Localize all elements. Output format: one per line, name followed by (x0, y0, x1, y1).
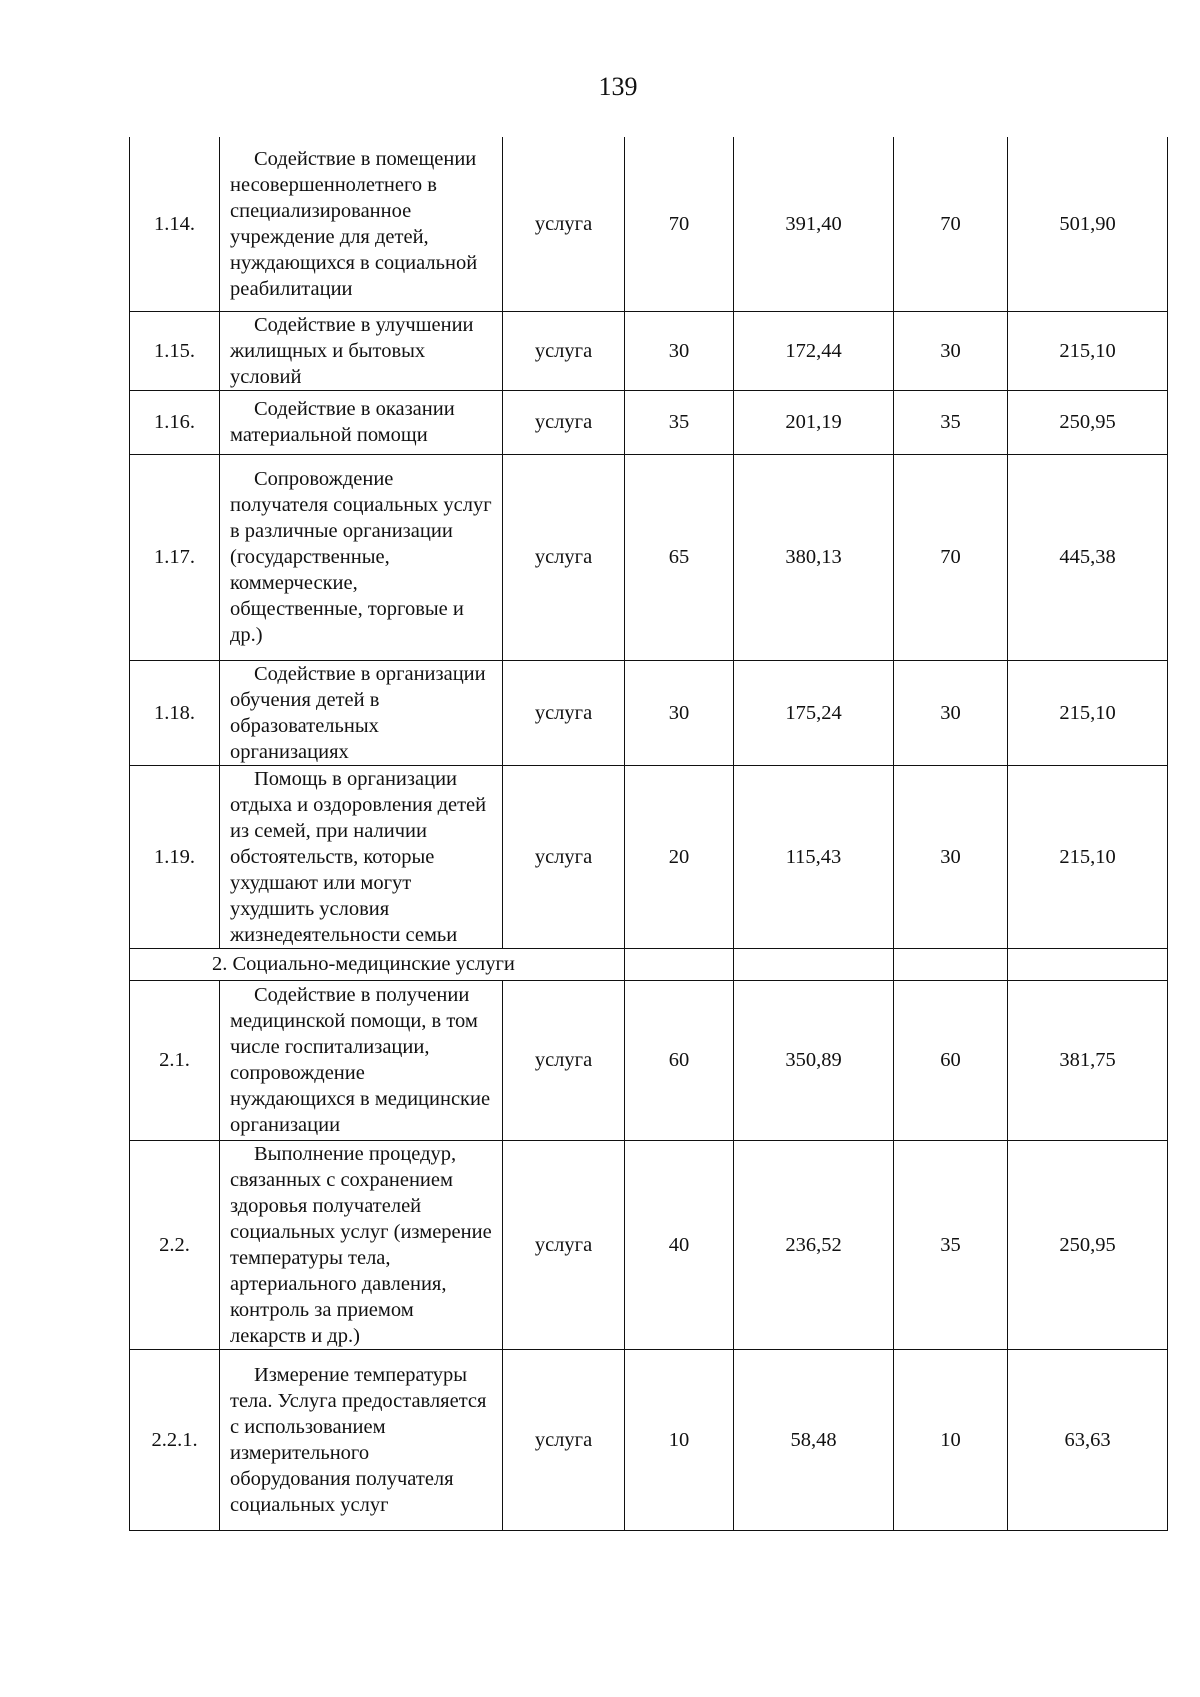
time-cell: 70 (894, 137, 1008, 311)
time-cell: 30 (894, 765, 1008, 948)
service-description: Помощь в организации отдыха и оздоровления детей из семей, при наличии обстоятельств, которые ухудшают или могут ухудшить условия жизнедеятельности семьи (220, 765, 503, 948)
unit-cell: услуга (503, 454, 625, 660)
price-cell: 381,75 (1008, 980, 1168, 1140)
time-cell: 10 (625, 1349, 734, 1530)
price-cell: 215,10 (1008, 765, 1168, 948)
service-description: Содействие в помещении несовершеннолетнего в специализированное учреждение для детей, нуждающихся в социальной реабилитации (220, 137, 503, 311)
row-number: 2.1. (130, 980, 220, 1140)
price-cell: 350,89 (734, 980, 894, 1140)
table-row (130, 311, 1168, 390)
service-description: Измерение температуры тела. Услуга предоставляется с использованием измерительного оборудования получателя социальных услуг (220, 1349, 503, 1530)
unit-cell: услуга (503, 137, 625, 311)
price-cell: 58,48 (734, 1349, 894, 1530)
unit-cell: услуга (503, 1140, 625, 1349)
unit-cell: услуга (503, 1349, 625, 1530)
unit-cell: услуга (503, 390, 625, 454)
time-cell: 30 (625, 311, 734, 390)
time-cell: 35 (625, 390, 734, 454)
row-number: 1.14. (130, 137, 220, 311)
table-row (130, 765, 1168, 948)
table-row (130, 1349, 1168, 1530)
price-cell: 215,10 (1008, 311, 1168, 390)
unit-cell: услуга (503, 980, 625, 1140)
table-row (130, 660, 1168, 765)
price-cell: 250,95 (1008, 1140, 1168, 1349)
price-cell: 236,52 (734, 1140, 894, 1349)
price-cell: 215,10 (1008, 660, 1168, 765)
time-cell: 35 (894, 1140, 1008, 1349)
row-number: 1.19. (130, 765, 220, 948)
time-cell: 10 (894, 1349, 1008, 1530)
price-cell: 380,13 (734, 454, 894, 660)
time-cell: 70 (894, 454, 1008, 660)
service-description: Содействие в организации обучения детей в образовательных организациях (220, 660, 503, 765)
price-cell: 501,90 (1008, 137, 1168, 311)
row-number: 1.16. (130, 390, 220, 454)
time-cell: 30 (894, 311, 1008, 390)
section-header-row (130, 948, 1168, 980)
price-cell: 445,38 (1008, 454, 1168, 660)
service-description: Содействие в получении медицинской помощи, в том числе госпитализации, сопровождение нуждающихся в медицинские организации (220, 980, 503, 1140)
price-cell: 175,24 (734, 660, 894, 765)
price-cell: 63,63 (1008, 1349, 1168, 1530)
time-cell: 40 (625, 1140, 734, 1349)
price-cell: 172,44 (734, 311, 894, 390)
service-description: Сопровождение получателя социальных услуг в различные организации (государственные, коммерческие, общественные, торговые и др.) (220, 454, 503, 660)
empty-cell (1008, 948, 1168, 980)
time-cell: 70 (625, 137, 734, 311)
empty-cell (625, 948, 734, 980)
service-description: Выполнение процедур, связанных с сохранением здоровья получателей социальных услуг (измерение температуры тела, артериального давления, контроль за приемом лекарств и др.) (220, 1140, 503, 1349)
table-row (130, 454, 1168, 660)
row-number: 2.2.1. (130, 1349, 220, 1530)
price-cell: 391,40 (734, 137, 894, 311)
time-cell: 30 (625, 660, 734, 765)
row-number: 2.2. (130, 1140, 220, 1349)
tariff-table (129, 137, 1168, 1531)
page-number: 139 (598, 72, 638, 101)
empty-cell (734, 948, 894, 980)
time-cell: 35 (894, 390, 1008, 454)
row-number: 1.15. (130, 311, 220, 390)
time-cell: 65 (625, 454, 734, 660)
time-cell: 30 (894, 660, 1008, 765)
unit-cell: услуга (503, 660, 625, 765)
table-row (130, 980, 1168, 1140)
row-number: 1.17. (130, 454, 220, 660)
price-cell: 201,19 (734, 390, 894, 454)
time-cell: 60 (625, 980, 734, 1140)
price-cell: 115,43 (734, 765, 894, 948)
table-row (130, 1140, 1168, 1349)
price-cell: 250,95 (1008, 390, 1168, 454)
service-description: Содействие в улучшении жилищных и бытовых условий (220, 311, 503, 390)
time-cell: 20 (625, 765, 734, 948)
table-row (130, 390, 1168, 454)
time-cell: 60 (894, 980, 1008, 1140)
unit-cell: услуга (503, 765, 625, 948)
section-title: 2. Социально-медицинские услуги (130, 948, 625, 980)
unit-cell: услуга (503, 311, 625, 390)
empty-cell (894, 948, 1008, 980)
service-description: Содействие в оказании материальной помощи (220, 390, 503, 454)
row-number: 1.18. (130, 660, 220, 765)
table-row (130, 137, 1168, 311)
